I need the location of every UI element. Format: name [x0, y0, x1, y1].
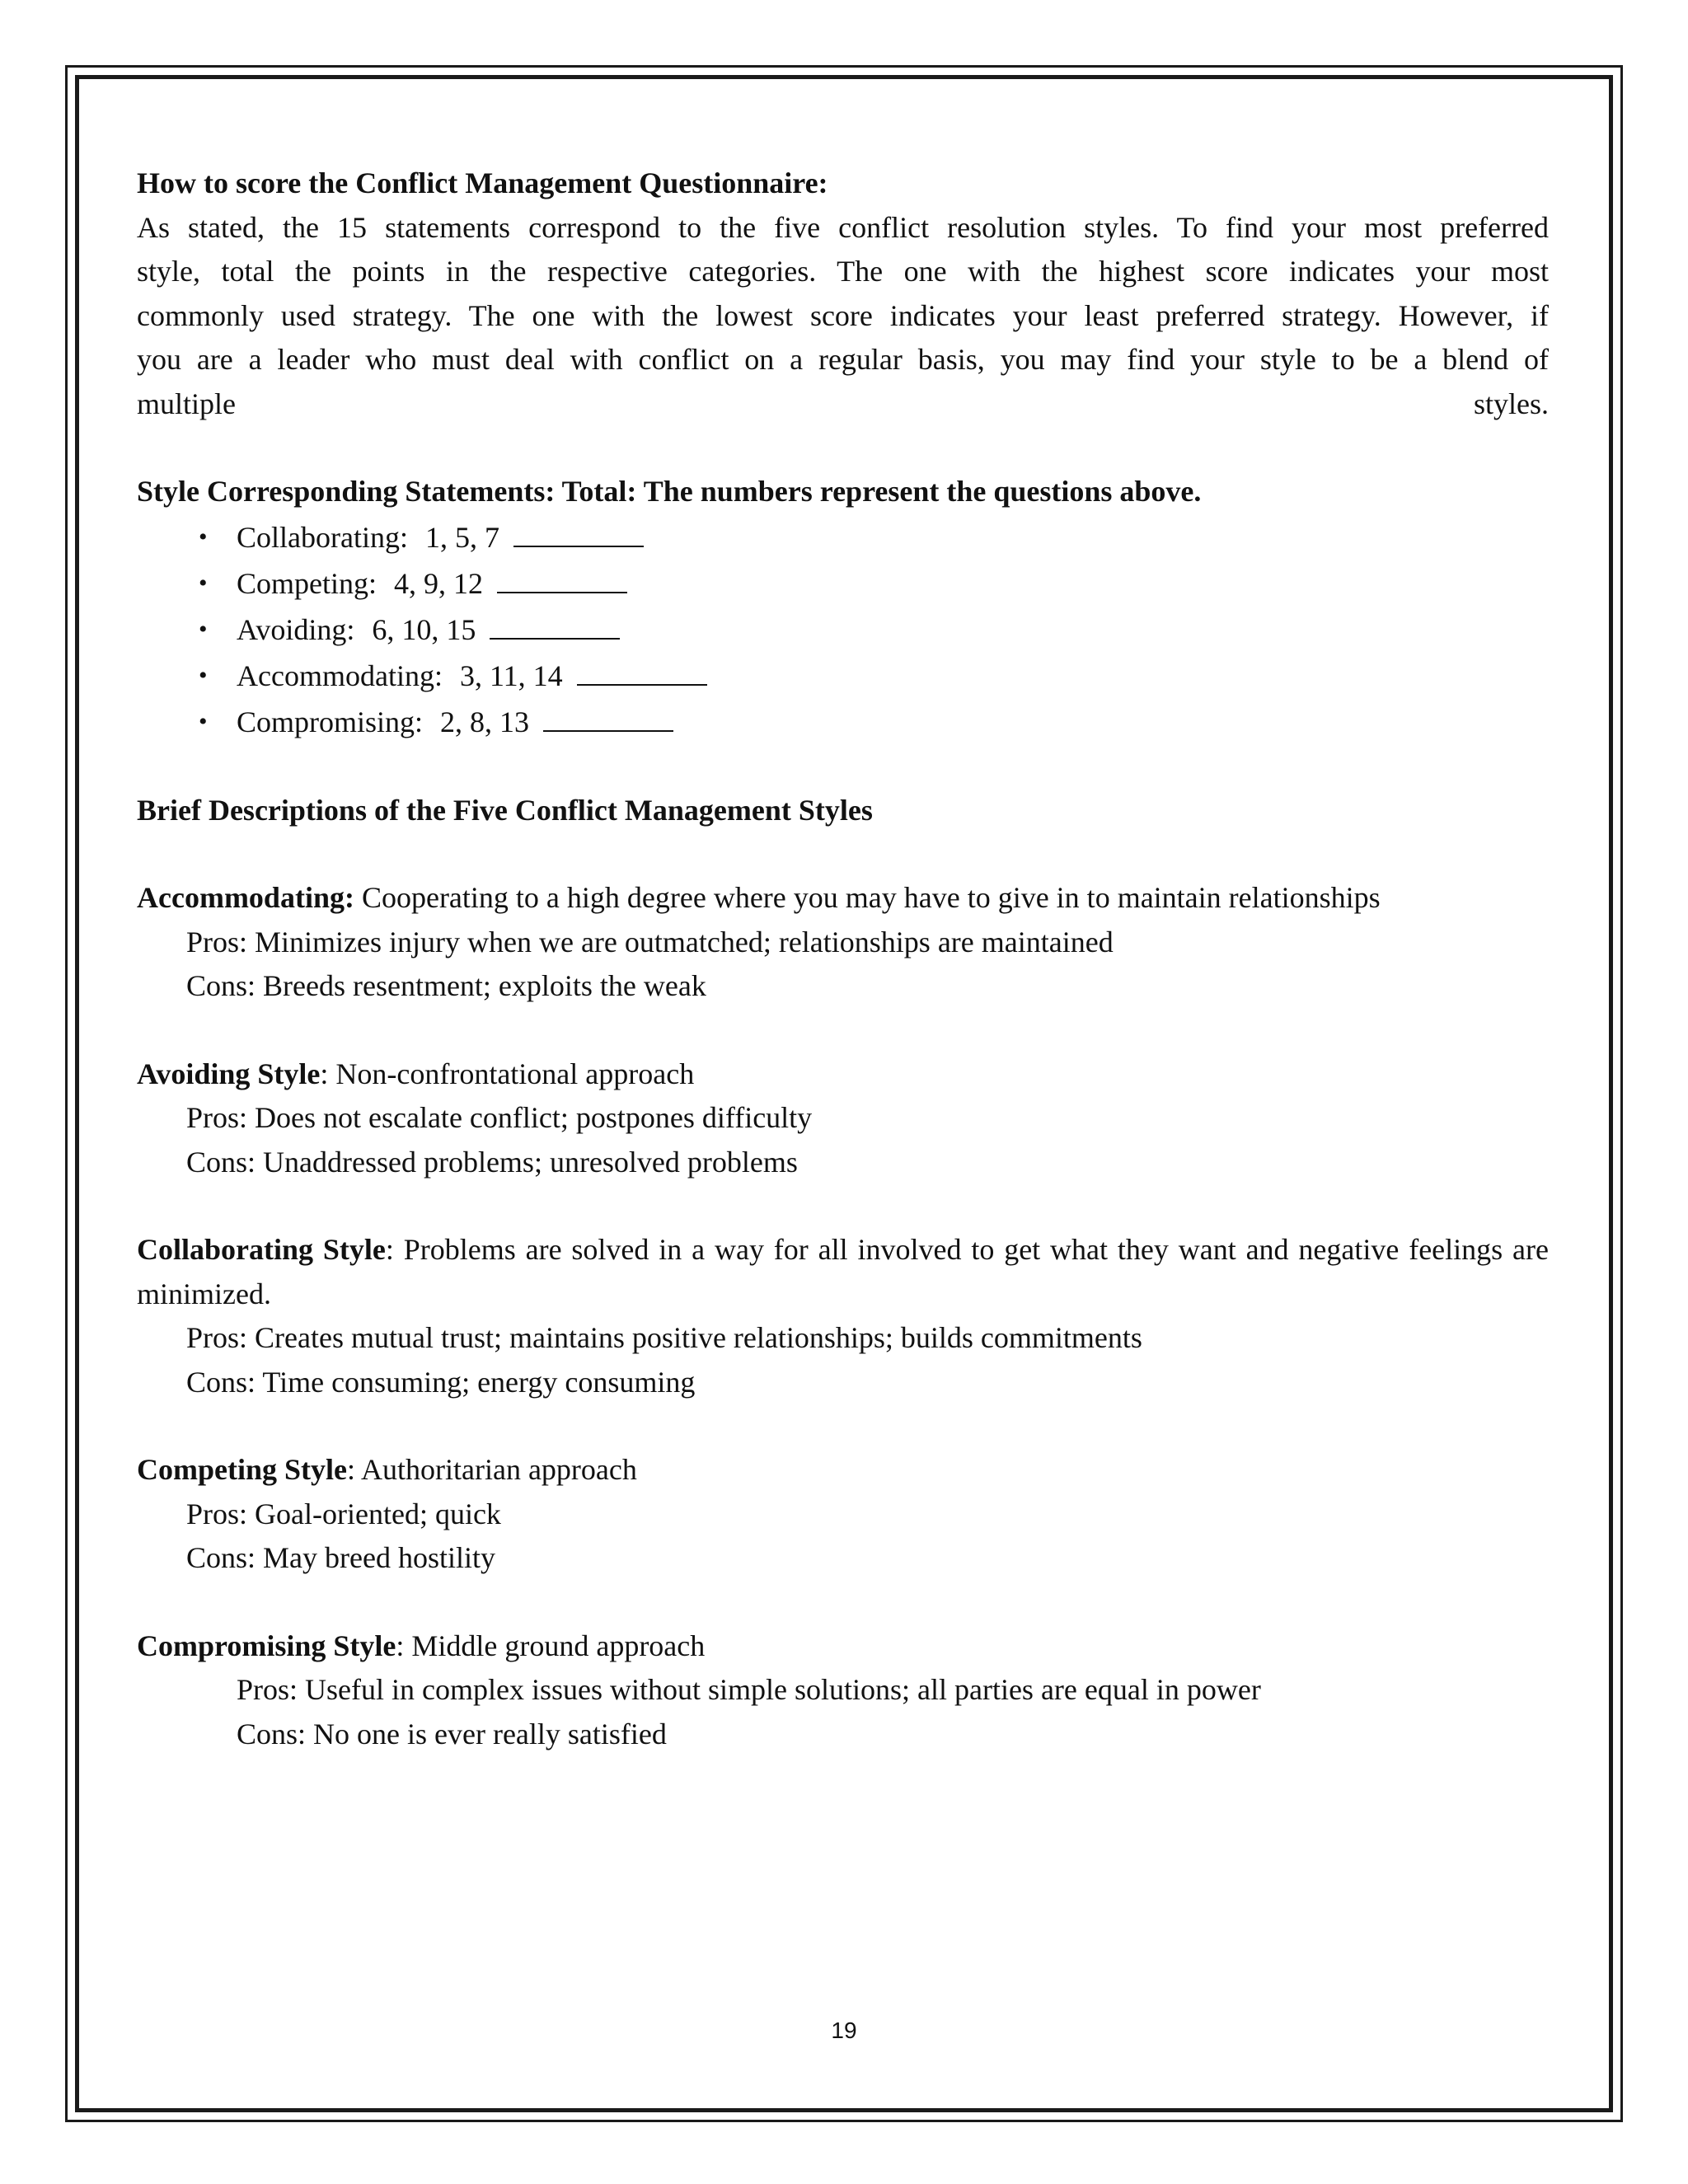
style-definition	[137, 876, 1549, 921]
style-accommodating	[137, 876, 1549, 1009]
scoring-last-left: multiple	[137, 387, 236, 420]
style-term: Accommodating:	[137, 881, 354, 914]
score-numbers: 6, 10, 15	[372, 612, 476, 646]
spacer	[137, 1581, 1549, 1624]
page-content	[137, 162, 1549, 1756]
style-pros: Pros: Useful in complex issues without simple solutions; all parties are equal in power	[237, 1673, 1261, 1706]
score-numbers: 2, 8, 13	[440, 705, 530, 738]
scoring-line: style, total the points in the respective categories. The one with the highest score indicates your most	[137, 255, 1549, 288]
bullet-icon: •	[199, 615, 208, 643]
style-cons: Cons: Time consuming; energy consuming	[186, 1365, 696, 1399]
style-term: Avoiding Style	[137, 1057, 321, 1090]
score-item-accommodating	[137, 653, 1549, 699]
scoring-line: commonly used strategy. The one with the lowest score indicates your least preferred strategy. However, if	[137, 298, 1549, 332]
style-cons: Cons: Unaddressed problems; unresolved problems	[186, 1145, 798, 1179]
style-collaborating	[137, 1228, 1549, 1404]
bullet-icon: •	[199, 569, 208, 597]
spacer	[137, 832, 1549, 876]
score-label: Accommodating:	[237, 658, 443, 692]
style-avoiding	[137, 1052, 1549, 1185]
style-cons: Cons: No one is ever really satisfied	[237, 1717, 667, 1750]
style-competing	[137, 1448, 1549, 1581]
style-text: : Problems are solved in a way for all involved to get what they want and negative feelings are minimized.	[137, 1233, 1549, 1310]
scoring-last-right: styles.	[1473, 387, 1549, 420]
style-definition	[137, 1052, 1549, 1097]
style-pros: Pros: Goal-oriented; quick	[186, 1497, 501, 1530]
style-definition	[137, 1228, 1549, 1316]
score-item-competing	[137, 560, 1549, 607]
score-blank[interactable]	[543, 705, 673, 732]
score-label: Avoiding:	[237, 612, 355, 646]
style-text: Cooperating to a high degree where you may have to give in to maintain relationships	[354, 881, 1381, 914]
style-text: : Non-confrontational approach	[320, 1057, 695, 1090]
spacer	[137, 1404, 1549, 1448]
scoring-line-last	[137, 382, 1549, 427]
bullet-icon: •	[199, 523, 208, 551]
style-pros: Pros: Does not escalate conflict; postpones difficulty	[186, 1101, 813, 1134]
style-term: Competing Style	[137, 1453, 347, 1486]
style-term: Compromising Style	[137, 1629, 396, 1662]
scoring-line: As stated, the 15 statements correspond to the five conflict resolution styles. To find your most preferred	[137, 210, 1549, 244]
scoring-heading: How to score the Conflict Management Questionnaire:	[137, 166, 828, 199]
score-item-compromising	[137, 699, 1549, 745]
score-numbers: 4, 9, 12	[394, 566, 483, 600]
style-pros: Pros: Creates mutual trust; maintains positive relationships; builds commitments	[186, 1321, 1142, 1354]
scoring-line: you are a leader who must deal with conflict on a regular basis, you may find your style to be a blend of	[137, 343, 1549, 376]
score-blank[interactable]	[577, 659, 707, 686]
style-definition	[137, 1624, 1549, 1669]
spacer	[137, 1009, 1549, 1052]
score-blank[interactable]	[490, 613, 620, 640]
style-term: Collaborating Style	[137, 1233, 386, 1266]
spacer	[137, 745, 1549, 789]
descriptions-heading: Brief Descriptions of the Five Conflict Management Styles	[137, 793, 873, 827]
score-item-avoiding	[137, 607, 1549, 653]
style-compromising	[137, 1624, 1549, 1757]
score-numbers: 3, 11, 14	[459, 658, 563, 692]
style-text: : Middle ground approach	[396, 1629, 706, 1662]
score-numbers: 1, 5, 7	[424, 520, 499, 554]
score-item-collaborating	[137, 514, 1549, 560]
bullet-icon: •	[199, 707, 208, 735]
score-label: Collaborating:	[237, 520, 408, 554]
style-text: : Authoritarian approach	[347, 1453, 637, 1486]
statements-heading: Style Corresponding Statements: Total: The numbers represent the questions above.	[137, 475, 1202, 508]
page-number: 19	[831, 2018, 857, 2043]
style-cons: Cons: Breeds resentment; exploits the weak	[186, 969, 706, 1002]
bullet-icon: •	[199, 661, 208, 689]
scoring-paragraph	[137, 206, 1549, 427]
style-pros: Pros: Minimizes injury when we are outmatched; relationships are maintained	[186, 925, 1114, 958]
score-label: Compromising:	[237, 705, 424, 738]
score-list	[137, 514, 1549, 745]
score-label: Competing:	[237, 566, 377, 600]
style-definition	[137, 1448, 1549, 1493]
spacer	[137, 426, 1549, 470]
score-blank[interactable]	[513, 521, 644, 547]
score-blank[interactable]	[497, 567, 627, 593]
spacer	[137, 1184, 1549, 1228]
style-cons: Cons: May breed hostility	[186, 1541, 495, 1574]
